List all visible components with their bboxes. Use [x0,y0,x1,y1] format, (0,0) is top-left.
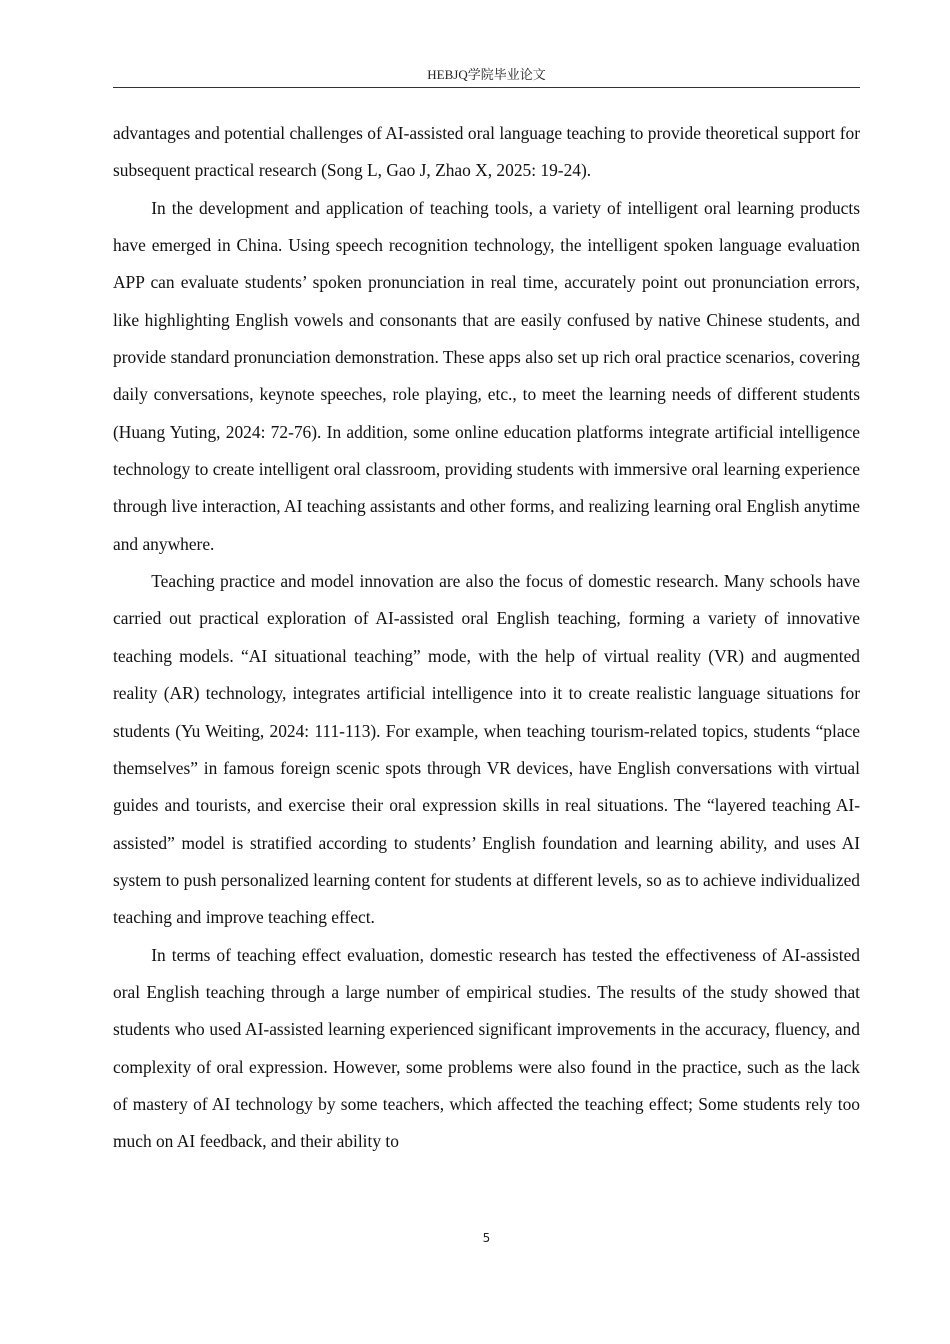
paragraph-continued: advantages and potential challenges of AI-assisted oral language teaching to provide theoretical support for subsequent practical research (Song L, Gao J, Zhao X, 2025: 19-24). [113,123,860,181]
paragraph-effect-evaluation: In terms of teaching effect evaluation, domestic research has tested the effectiveness of AI-assisted oral English teaching through a large number of empirical studies. The results of the study showed that students who used AI-assisted learning experienced significant improvements in the accuracy, fluency, and complexity of oral expression. However, some problems were also found in the practice, such as the lack of mastery of AI technology by some teachers, which affected the teaching effect; Some students rely too much on AI feedback, and their ability to [113,944,860,1152]
paragraph-teaching-models: Teaching practice and model innovation are also the focus of domestic research. Many schools have carried out practical exploration of AI-assisted oral English teaching, forming a variety of innovative teaching models. “AI situational teaching” mode, with the help of virtual reality (VR) and augmented reality (AR) technology, integrates artificial intelligence into it to create realistic language situations for students (Yu Weiting, 2024: 111-113). For example, when teaching tourism-related topics, students “place themselves” in famous foreign scenic spots through VR devices, have English conversations with virtual guides and tourists, and exercise their oral expression skills in real situations. The “layered teaching AI-assisted” model is stratified according to students’ English foundation and learning ability, and uses AI system to push personalized learning content for students at different levels, so as to achieve individualized teaching and improve teaching effect. [113,571,860,928]
page-number: 5 [482,1231,491,1245]
paragraph-teaching-tools: In the development and application of teaching tools, a variety of intelligent oral learning products have emerged in China. Using speech recognition technology, the intelligent spoken language evaluation APP can evaluate students’ spoken pronunciation in real time, accurately point out pronunciation errors, like highlighting English vowels and consonants that are easily confused by native Chinese students, and provide standard pronunciation demonstration. These apps also set up rich oral practice scenarios, covering daily conversations, keynote speeches, role playing, etc., to meet the learning needs of different students (Huang Yuting, 2024: 72-76). In addition, some online education platforms integrate artificial intelligence technology to create intelligent oral classroom, providing students with immersive oral learning experience through live interaction, AI teaching assistants and other forms, and realizing learning oral English anytime and anywhere. [113,197,860,554]
body-text [113,115,860,1161]
header-divider [113,87,860,88]
running-header: HEBJQ学院毕业论文 [427,67,546,82]
